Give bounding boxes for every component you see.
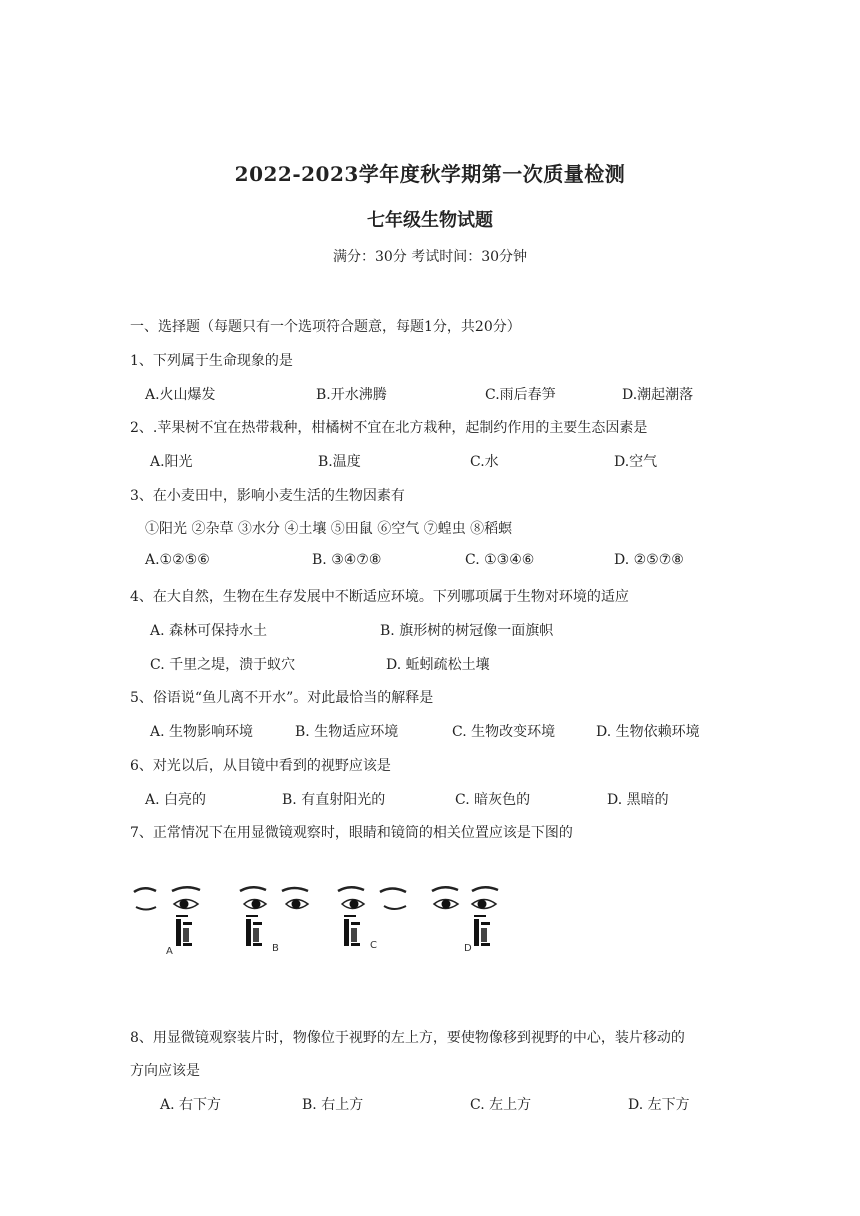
question-3-option-a: A.①②⑤⑥: [145, 552, 210, 568]
question-3-stem: 3、在小麦田中，影响小麦生活的生物因素有: [130, 488, 405, 504]
question-8-stem-continued: 方向应该是: [130, 1063, 200, 1079]
figure-label-d: D: [464, 943, 472, 954]
question-5-option-a: A. 生物影响环境: [150, 724, 254, 740]
question-8-option-a: A. 右下方: [160, 1097, 222, 1113]
question-2-option-a: A.阳光: [150, 454, 193, 470]
question-3-factors: ①阳光 ②杂草 ③水分 ④土壤 ⑤田鼠 ⑥空气 ⑦蝗虫 ⑧稻螟: [145, 521, 513, 537]
question-2-option-c: C.水: [470, 454, 499, 470]
figure-label-a: A: [166, 946, 173, 957]
question-2-option-b: B.温度: [318, 454, 361, 470]
question-2-option-d: D.空气: [614, 454, 658, 470]
question-6-stem: 6、对光以后，从目镜中看到的视野应该是: [130, 758, 391, 774]
question-3-option-c: C. ①③④⑥: [465, 552, 535, 568]
question-6-option-d: D. 黑暗的: [607, 792, 669, 808]
question-1-stem: 1、下列属于生命现象的是: [130, 353, 293, 369]
question-5-option-c: C. 生物改变环境: [452, 724, 556, 740]
question-8-option-d: D. 左下方: [628, 1097, 690, 1113]
question-8-option-c: C. 左上方: [470, 1097, 532, 1113]
question-4-option-c: C. 千里之堤，溃于蚁穴: [150, 657, 296, 673]
question-4-option-a: A. 森林可保持水土: [150, 623, 268, 639]
question-6-option-c: C. 暗灰色的: [455, 792, 531, 808]
figure-label-b: B: [272, 943, 279, 954]
question-3-option-d: D. ②⑤⑦⑧: [614, 552, 684, 568]
question-8-option-b: B. 右上方: [302, 1097, 364, 1113]
question-1-option-a: A.火山爆发: [145, 387, 216, 403]
question-3-option-b: B. ③④⑦⑧: [312, 552, 382, 568]
question-2-stem: 2、.苹果树不宜在热带栽种，柑橘树不宜在北方栽种，起制约作用的主要生态因素是: [130, 420, 648, 436]
question-1-option-d: D.潮起潮落: [622, 387, 694, 403]
question-1-option-b: B.开水沸腾: [316, 387, 387, 403]
question-4-option-b: B. 旗形树的树冠像一面旗帜: [380, 623, 554, 639]
question-8-stem: 8、用显微镜观察装片时，物像位于视野的左上方，要使物像移到视野的中心，装片移动的: [130, 1030, 685, 1046]
question-4-stem: 4、在大自然，生物在生存发展中不断适应环境。下列哪项属于生物对环境的适应: [130, 589, 629, 605]
question-6-option-b: B. 有直射阳光的: [282, 792, 386, 808]
question-5-option-b: B. 生物适应环境: [295, 724, 399, 740]
question-5-stem: 5、俗语说“鱼儿离不开水”。对此最恰当的解释是: [130, 690, 434, 706]
figure-label-c: C: [370, 940, 377, 951]
question-6-option-a: A. 白亮的: [145, 792, 207, 808]
exam-info: 满分：30分 考试时间：30分钟: [332, 249, 528, 265]
question-7-stem: 7、正常情况下在用显微镜观察时，眼睛和镜筒的相关位置应该是下图的: [130, 825, 573, 841]
question-5-option-d: D. 生物依赖环境: [596, 724, 700, 740]
exam-subtitle: 七年级生物试题: [367, 210, 493, 231]
exam-title: 2022-2023学年度秋学期第一次质量检测: [234, 162, 626, 186]
question-1-option-c: C.雨后春笋: [485, 387, 556, 403]
section-heading: 一、选择题（每题只有一个选项符合题意，每题1分，共20分）: [130, 319, 521, 335]
question-4-option-d: D. 蚯蚓疏松土壤: [386, 657, 490, 673]
